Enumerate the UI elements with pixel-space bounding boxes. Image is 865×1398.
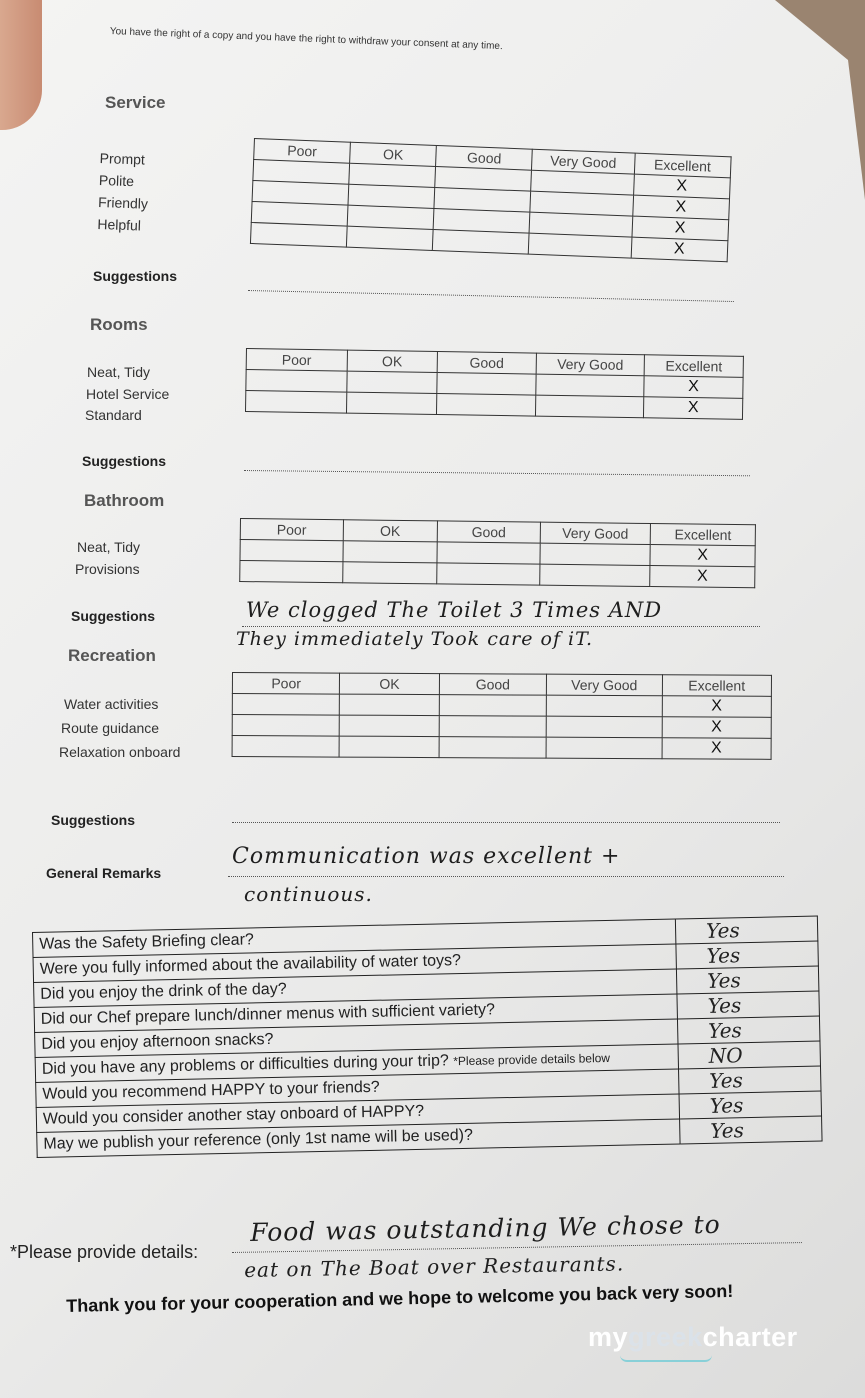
mygreekcharter-watermark-logo: mygreekcharter [588,1322,798,1353]
question-text: Would you consider another stay onboard of HAPPY? [36,1094,679,1132]
column-header-poor: Poor [254,139,351,164]
rating-mark[interactable]: X [662,717,772,739]
question-text: Did you enjoy afternoon snacks? [35,1019,678,1057]
bathroom-row-label: Neat, Tidy [77,539,141,555]
column-header-good: Good [437,352,536,375]
question-text: Would you recommend HAPPY to your friends? [36,1069,679,1107]
service-rating-table [250,138,732,262]
details-note: *Please provide details below [453,1050,611,1069]
general-remarks-line[interactable] [228,876,784,877]
column-header-ok: OK [340,673,439,695]
rooms-rating-table [245,348,744,420]
bathroom-suggestion-handwriting-2: They immediately Took care of iT. [236,628,594,650]
column-header-excellent: Excellent [634,153,731,178]
bathroom-suggestions-line[interactable] [242,626,760,627]
column-header-good: Good [436,146,533,171]
service-heading: Service [105,93,166,112]
service-suggestions-label: Suggestions [93,268,178,284]
column-header-good: Good [437,521,540,543]
bathroom-heading: Bathroom [84,491,165,510]
recreation-heading: Recreation [68,646,156,665]
question-text: Did you have any problems or difficulties during your trip? [41,1052,449,1078]
recreation-rating-table [232,672,772,760]
consent-notice: You have the right of a copy and you have the right to withdraw your consent at any time. [109,26,503,53]
column-header-excellent: Excellent [650,524,755,546]
general-remarks-label: General Remarks [46,865,162,881]
column-header-very-good: Very Good [540,522,651,544]
column-header-good: Good [439,674,546,696]
column-header-ok: OK [343,520,438,542]
column-header-very-good: Very Good [532,149,635,174]
finger-holding-paper [0,0,42,130]
rating-mark[interactable]: X [644,397,743,420]
recreation-row-label: Relaxation onboard [59,744,181,760]
general-remarks-handwriting-2: continuous. [244,882,373,906]
answer-handwriting[interactable]: Yes [677,1016,819,1044]
answer-handwriting[interactable]: Yes [679,1066,821,1094]
recreation-suggestions-label: Suggestions [51,812,136,828]
rating-mark[interactable]: X [650,545,755,567]
rating-mark[interactable]: X [631,216,728,241]
service-row-label: Helpful [97,215,142,234]
rating-mark[interactable]: X [633,174,730,199]
question-text: Was the Safety Briefing clear? [33,919,676,957]
answer-handwriting[interactable]: Yes [676,966,818,994]
rooms-heading: Rooms [90,315,148,334]
table-row [232,715,771,739]
column-header-ok: OK [347,350,438,372]
question-text: May we publish your reference (only 1st name will be used)? [37,1119,680,1157]
service-row-label: Friendly [97,193,149,212]
details-label: *Please provide details: [10,1242,199,1262]
column-header-poor: Poor [246,349,347,372]
answer-handwriting[interactable]: Yes [676,941,818,969]
answer-handwriting[interactable]: Yes [677,991,819,1019]
rating-mark[interactable]: X [631,237,728,262]
column-header-poor: Poor [232,673,339,695]
question-text: Were you fully informed about the availability of water toys? [33,944,676,982]
bathroom-suggestions-label: Suggestions [71,608,156,624]
table-row [232,694,771,718]
column-header-very-good: Very Good [536,353,645,376]
column-header-excellent: Excellent [662,675,772,697]
rating-mark[interactable]: X [644,376,743,399]
details-handwriting-1: Food was outstanding We chose to [250,1209,721,1247]
rating-mark[interactable]: X [632,195,729,220]
rooms-row-label: Hotel Service [86,386,170,402]
rating-mark[interactable]: X [662,738,772,760]
bathroom-suggestion-handwriting-1: We clogged The Toilet 3 Times AND [246,598,663,622]
bathroom-rating-table [239,518,756,588]
table-header-row [232,673,771,697]
column-header-ok: OK [350,142,437,166]
recreation-row-label: Water activities [64,696,159,712]
details-handwriting-2: eat on The Boat over Restaurants. [244,1251,625,1282]
questions-table [32,916,823,1158]
thank-you-message: Thank you for your cooperation and we hope to welcome you back very soon! [66,1280,734,1316]
answer-handwriting[interactable]: NO [678,1041,820,1069]
answer-handwriting[interactable]: Yes [679,1091,821,1119]
bathroom-row-label: Provisions [75,561,140,577]
question-text: Did you enjoy the drink of the day? [34,969,677,1007]
rooms-suggestions-label: Suggestions [82,453,167,469]
column-header-very-good: Very Good [547,674,663,696]
rooms-row-label: Standard [85,407,142,423]
rating-mark[interactable]: X [650,566,755,588]
service-row-label: Prompt [99,150,146,168]
rating-mark[interactable]: X [662,696,772,718]
service-row-label: Polite [98,171,135,190]
rooms-row-label: Neat, Tidy [87,364,151,380]
column-header-excellent: Excellent [644,355,743,378]
answer-handwriting[interactable]: Yes [675,916,817,944]
answer-handwriting[interactable]: Yes [680,1116,822,1144]
column-header-poor: Poor [240,519,343,541]
table-row [232,736,771,760]
question-text: Did our Chef prepare lunch/dinner menus with sufficient variety? [34,994,677,1032]
recreation-suggestions-line[interactable] [232,822,780,823]
wave-icon [620,1355,712,1362]
general-remarks-handwriting-1: Communication was excellent + [232,844,621,869]
recreation-row-label: Route guidance [61,720,160,736]
